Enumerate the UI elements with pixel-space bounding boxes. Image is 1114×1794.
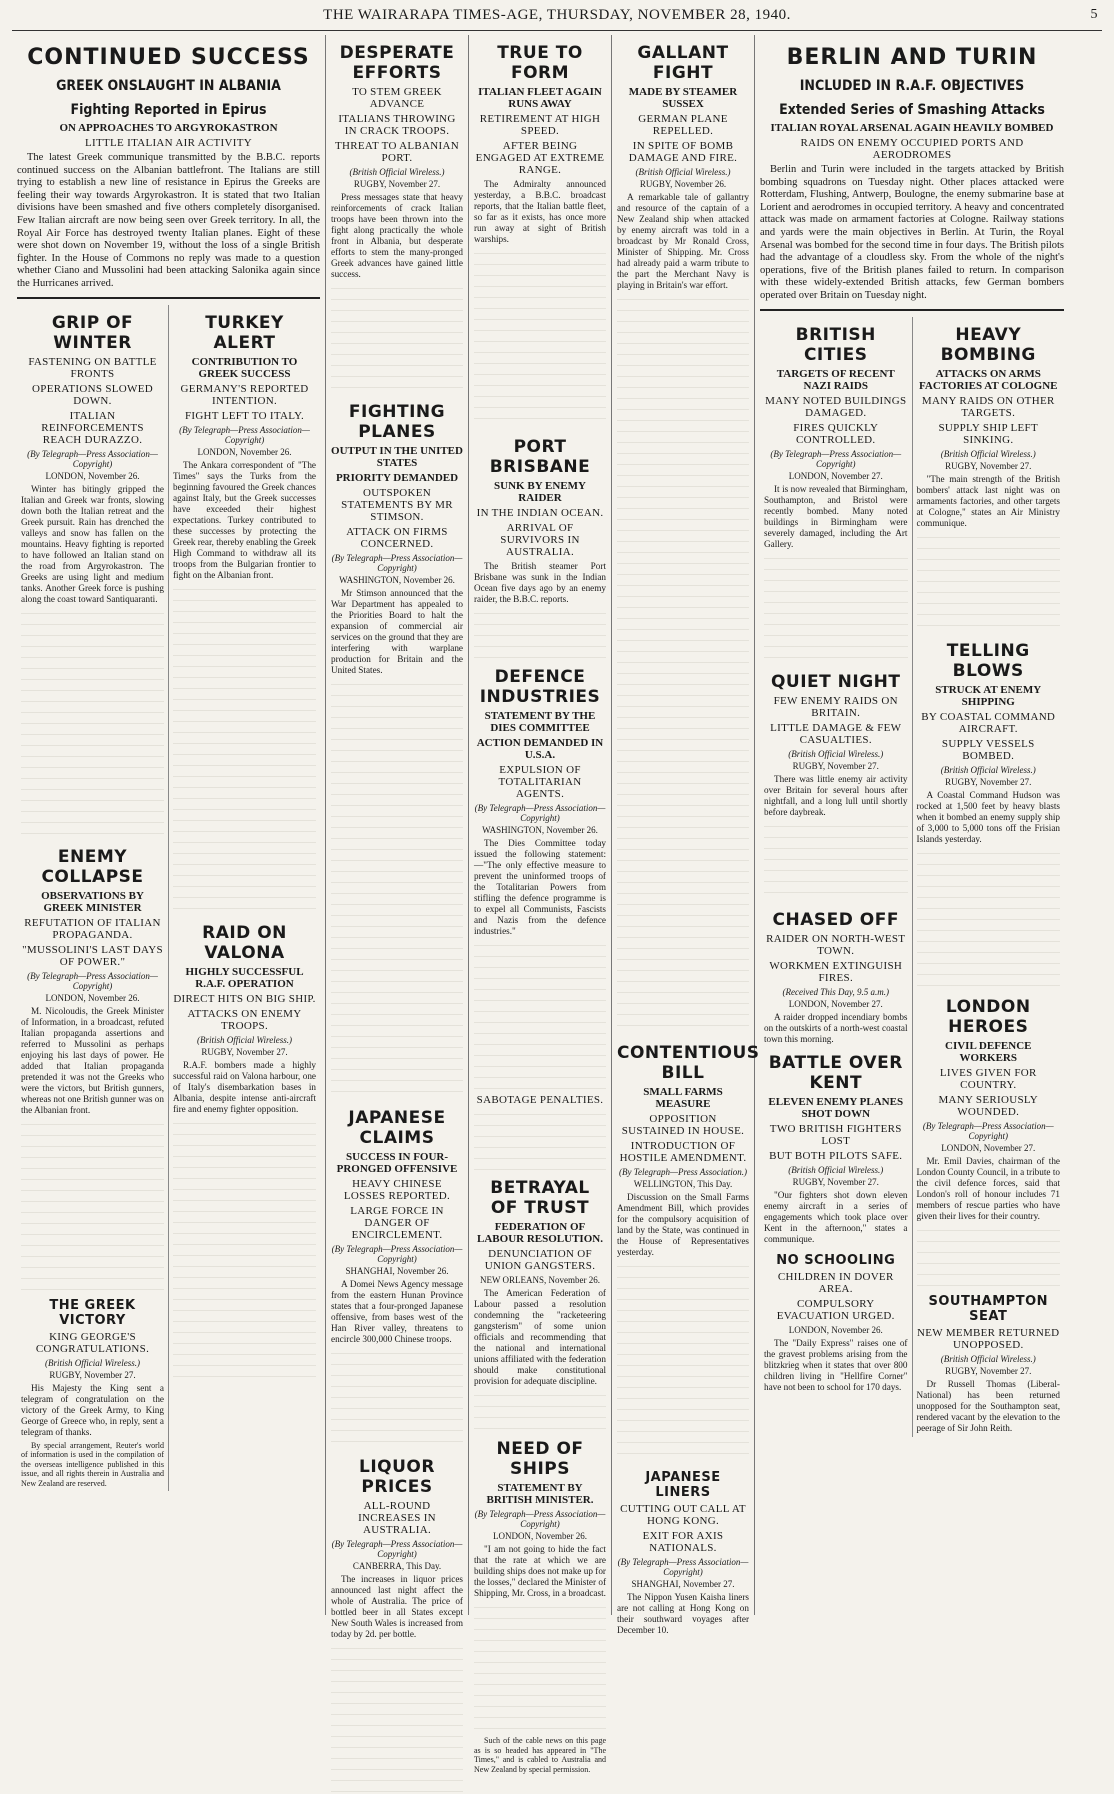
- text-column-fill: [21, 609, 164, 839]
- article-subhead: NEW MEMBER RETURNED UNOPPOSED.: [917, 1326, 1060, 1351]
- article-body: Press messages state that heavy reinforcements of crack Italian troops have been thrown into the fight along practically the whole front in Albania, but desperate efforts to stem the many-pronged Greek advances have gained little success.: [331, 192, 463, 279]
- subcolumn-right: [913, 317, 1065, 1437]
- headline-greek-onslaught: GREEK ONSLAUGHT IN ALBANIA: [56, 78, 281, 94]
- article-dateline: NEW ORLEANS, November 26.: [479, 1275, 601, 1285]
- article-dateline: WASHINGTON, November 26.: [339, 575, 455, 585]
- article-source: (Received This Day, 9.5 a.m.): [782, 986, 889, 997]
- article-body: The Admiralty announced yesterday, a B.B.C. broadcast reports, that the Italian battle fleet, so far as it exists, has once more run away at sight of British warships.: [474, 179, 606, 244]
- column-5: [755, 35, 1069, 1615]
- article-body: "The main strength of the British bombers' attack last night was on armaments factories, and other targets at Cologne," states an Air Ministry communique.: [916, 473, 1060, 528]
- article-subhead: TWO BRITISH FIGHTERS LOST: [769, 1122, 902, 1147]
- article-subhead: DIRECT HITS ON BIG SHIP.: [173, 992, 316, 1005]
- article-dateline: RUGBY, November 26.: [639, 179, 727, 189]
- article-subhead: GERMANY'S REPORTED INTENTION.: [180, 382, 309, 407]
- article-source: (By Telegraph—Press Association.): [619, 1167, 747, 1177]
- article-source: (By Telegraph—Press Association—Copyright): [331, 553, 463, 573]
- text-column-fill: [917, 1226, 1061, 1286]
- article-subhead: IN THE INDIAN OCEAN.: [476, 507, 604, 519]
- article-quiet-night-head: QUIET NIGHT: [770, 671, 901, 692]
- article-dateline: LONDON, November 26.: [197, 446, 292, 457]
- lead-paragraph: Berlin and Turin were included in the targets attacked by British bombing squadrons on Tuesday night. Other places attacked were Rotterdam, Flushing, Antwerp, Boulogne, the enemy submarine base at Lorient and aerodromes in occupied territory. A heavy and concentrated attack was made on armament factories at Cologne. Railway stations and yards were the main objectives in Berlin. At Turin, the Royal Arsenal was bombed for the second time in four days. The British pilots had the advantage of a cloudless sky. From the whole of the night's operations, five of the British planes failed to return. In comparison with these widely-extended British attacks, few German bombers operated over Britain on Tuesday night.: [760, 164, 1064, 301]
- article-subhead: OPPOSITION SUSTAINED IN HOUSE.: [621, 1113, 745, 1137]
- article-dateline: WASHINGTON, November 26.: [482, 825, 598, 835]
- article-subhead: RETIREMENT AT HIGH SPEED.: [479, 113, 601, 137]
- footnote: By special arrangement, Reuter's world of information is used in the compilation of the overseas intelligence published in this issue, and all rights therein in Australia and New Zealand are reserved.: [21, 1440, 164, 1488]
- article-subhead: ATTACKS ON ENEMY TROOPS.: [187, 1007, 302, 1032]
- article-subhead: RAIDER ON NORTH-WEST TOWN.: [766, 932, 906, 957]
- divider: [17, 297, 320, 299]
- article-body: The increases in liquor prices announced last night affect the whole of Australia. The price of bottled beer in all States except New South Wales is increased from today by 2d. per bottle.: [331, 1574, 463, 1639]
- article-subhead: CONTRIBUTION TO GREEK SUCCESS: [191, 355, 298, 380]
- article-dateline: LONDON, November 26.: [493, 1531, 587, 1541]
- article-subhead: ATTACK ON FIRMS CONCERNED.: [346, 526, 448, 550]
- article-source: (By Telegraph—Press Association—Copyright): [770, 448, 902, 469]
- divider: [760, 309, 1064, 311]
- article-source: (By Telegraph—Press Association—Copyright): [331, 1244, 463, 1264]
- article-subhead: EXPULSION OF TOTALITARIAN AGENTS.: [498, 764, 582, 800]
- article-subhead: ARRIVAL OF SURVIVORS IN AUSTRALIA.: [500, 522, 580, 558]
- article-subhead: FASTENING ON BATTLE FRONTS: [28, 355, 157, 380]
- article-telling-blows-head: TELLING BLOWS: [946, 640, 1030, 681]
- text-column-fill: [917, 849, 1061, 989]
- article-source: (By Telegraph—Press Association—Copyright): [922, 1120, 1054, 1141]
- article-source: (By Telegraph—Press Association—Copyright): [474, 1509, 606, 1529]
- text-column-fill: [331, 1644, 463, 1794]
- article-source: (British Official Wireless.): [197, 1034, 292, 1045]
- article-body: His Majesty the King sent a telegram of congratulation on the victory of the Greek Army, to King George of Greece who, in reply, sent a telegram of thanks.: [21, 1382, 164, 1437]
- article-dateline: RUGBY, November 27.: [945, 1365, 1032, 1376]
- article-subhead: OPERATIONS SLOWED DOWN.: [32, 382, 153, 407]
- banner-continued-success: CONTINUED SUCCESS: [27, 45, 310, 70]
- article-subhead: HEAVY CHINESE LOSSES REPORTED.: [343, 1178, 451, 1202]
- article-body: Mr. Emil Davies, chairman of the London County Council, in a tribute to the civil defence forces, said that London's roll of honour includes 71 members of rescue parties who have given their lives for their country.: [916, 1155, 1060, 1221]
- column-5-split: [760, 317, 1064, 1437]
- column-3: [469, 35, 612, 1774]
- article-no-schooling-head: NO SCHOOLING: [776, 1252, 896, 1268]
- article-betrayal-of-trust-head: BETRAYAL OF TRUST: [490, 1178, 590, 1218]
- article-raid-on-valona-head: RAID ON VALONA: [202, 922, 287, 963]
- article-source: (British Official Wireless.): [788, 1164, 884, 1175]
- article-turkey-alert-head: TURKEY ALERT: [205, 312, 284, 353]
- article-fighting-planes-head: FIGHTING PLANES: [348, 402, 446, 442]
- text-column-fill: [474, 1603, 606, 1733]
- article-japanese-claims-head: JAPANESE CLAIMS: [348, 1108, 446, 1148]
- article-subhead: CHILDREN IN DOVER AREA.: [777, 1270, 894, 1295]
- text-column-fill: [474, 1110, 606, 1170]
- text-column-fill: [331, 284, 463, 394]
- article-desperate-efforts-head: DESPERATE EFFORTS: [339, 43, 455, 83]
- column-2: [326, 35, 469, 1639]
- article-subhead: TO STEM GREEK ADVANCE: [352, 86, 442, 110]
- article-subhead: GERMAN PLANE REPELLED.: [638, 113, 728, 137]
- article-dateline: RUGBY, November 27.: [353, 179, 441, 189]
- article-subhead: LITTLE DAMAGE & FEW CASUALTIES.: [770, 721, 902, 746]
- column-4: [612, 35, 760, 1635]
- article-subhead: MANY RAIDS ON OTHER TARGETS.: [921, 394, 1055, 419]
- article-subhead: KING GEORGE'S CONGRATULATIONS.: [35, 1330, 150, 1355]
- article-subhead: OBSERVATIONS BY GREEK MINISTER: [41, 889, 144, 914]
- footnote: Such of the cable news on this page as is so headed has appeared in "The Times," and is cabled to Australia and New Zealand by special permission.: [474, 1736, 606, 1774]
- article-dateline: SHANGHAI, November 27.: [631, 1579, 735, 1589]
- column-1-split: [17, 305, 320, 1492]
- article-body: Dr Russell Thomas (Liberal-National) has been returned unopposed for the Southampton seat, rendered vacant by the elevation to the peerage of Sir John Reith.: [916, 1378, 1060, 1433]
- article-source: (By Telegraph—Press Association—Copyright): [179, 424, 310, 445]
- article-body: The Ankara correspondent of "The Times" says the Turks from the beginning favoured the Greek chances against Italy, but the Greek successes have exceeded their highest expectations. Turkey contributed to these successes by protecting the Greek rear, thereby enabling the Greek High Command to withdraw all its troops from the Bulgarian frontier to fight on the Albanian front.: [173, 459, 316, 580]
- subhead-air-activity: LITTLE ITALIAN AIR ACTIVITY: [85, 137, 252, 149]
- article-subhead: COMPULSORY EVACUATION URGED.: [776, 1297, 895, 1322]
- article-source: (By Telegraph—Press Association—Copyright): [331, 1539, 463, 1559]
- article-body: There was little enemy air activity over Britain for several hours after nightfall, and a long lull until shortly before daybreak.: [764, 773, 908, 817]
- article-dateline: LONDON, November 26.: [45, 470, 140, 481]
- article-subhead: SUNK BY ENEMY RAIDER: [494, 480, 586, 504]
- banner-berlin-and-turin: BERLIN AND TURIN: [786, 45, 1038, 70]
- article-dateline: LONDON, November 27.: [941, 1142, 1036, 1153]
- article-body: The Dies Committee today issued the following statement:—"The only effective measure to prevent the uninformed troops of the Totalitarian Powers from stifling the defence programme is to expel all Communists, Fascists and Nazis from the defence industries.": [474, 838, 606, 936]
- text-column-fill: [617, 295, 749, 1035]
- article-dateline: WELLINGTON, This Day.: [633, 1179, 733, 1189]
- text-column-fill: [764, 554, 908, 664]
- article-need-of-ships-head: NEED OF SHIPS: [496, 1439, 584, 1479]
- article-chased-off-head: CHASED OFF: [772, 909, 899, 930]
- article-source: (British Official Wireless.): [349, 167, 445, 177]
- article-body: The American Federation of Labour passed a resolution condemning the "racketeering gangsterism" of some union officials and recommending that the national and international unions affiliated with the federation should make constitutional provision for adequate discipline.: [474, 1288, 606, 1386]
- subhead-royal-arsenal: ITALIAN ROYAL ARSENAL AGAIN HEAVILY BOMBED: [770, 122, 1054, 134]
- article-subhead: REFUTATION OF ITALIAN PROPAGANDA.: [24, 916, 161, 941]
- article-body: A raider dropped incendiary bombs on the outskirts of a north-west coastal town this morning.: [764, 1011, 908, 1044]
- article-subhead: SUCCESS IN FOUR-PRONGED OFFENSIVE: [336, 1151, 458, 1175]
- article-dateline: RUGBY, November 27.: [792, 760, 879, 771]
- article-subhead: BY COASTAL COMMAND AIRCRAFT.: [921, 710, 1056, 735]
- article-subhead: HIGHLY SUCCESSFUL R.A.F. OPERATION: [185, 965, 304, 990]
- article-subhead: PRIORITY DEMANDED: [335, 472, 459, 484]
- article-liquor-prices-head: LIQUOR PRICES: [359, 1457, 435, 1497]
- text-column-fill: [173, 1119, 316, 1379]
- article-subhead: MANY NOTED BUILDINGS DAMAGED.: [765, 394, 907, 419]
- article-subhead: STATEMENT BY THE DIES COMMITTEE: [484, 710, 596, 734]
- text-column-fill: [331, 680, 463, 1100]
- article-body: A Domei News Agency message from the eastern Hunan Province states that a four-pronged Japanese offensive, from bases west of the Han River valley, threatens to encircle 300,000 Chinese troops.: [331, 1279, 463, 1344]
- article-dateline: RUGBY, November 27.: [945, 460, 1032, 471]
- article-dateline: LONDON, November 26.: [788, 1324, 883, 1335]
- article-source: (British Official Wireless.): [940, 764, 1036, 775]
- article-source: (By Telegraph—Press Association—Copyright): [474, 803, 606, 823]
- article-body: Mr Stimson announced that the War Department has appealed to the Priorities Board to halt the expansion of commercial air services on the ground that they are interfering with warplane production for Britain and the United States.: [331, 588, 463, 675]
- article-contentious-bill-head: CONTENTIOUS BILL: [617, 1043, 760, 1083]
- article-grip-of-winter-head: GRIP OF WINTER: [51, 312, 134, 353]
- article-subhead: FIRES QUICKLY CONTROLLED.: [793, 421, 879, 446]
- article-subhead: FEW ENEMY RAIDS ON BRITAIN.: [773, 694, 898, 719]
- article-subhead: ITALIAN FLEET AGAIN RUNS AWAY: [478, 86, 602, 110]
- article-source: (By Telegraph—Press Association—Copyright): [27, 970, 158, 991]
- subhead-argyrokastron: ON APPROACHES TO ARGYROKASTRON: [59, 122, 278, 134]
- article-port-brisbane-head: PORT BRISBANE: [489, 437, 591, 477]
- article-battle-over-kent-head: BATTLE OVER KENT: [768, 1052, 903, 1093]
- article-london-heroes-head: LONDON HEROES: [945, 996, 1031, 1037]
- subcolumn-left: [17, 305, 169, 1492]
- article-body: "Our fighters shot down eleven enemy aircraft in a series of engagements which took place over Kent in the afternoon," states a communique.: [764, 1189, 908, 1244]
- article-subhead: FIGHT LEFT TO ITALY.: [184, 409, 305, 422]
- text-column-fill: [474, 609, 606, 659]
- article-body: Winter has bitingly gripped the Italian and Greek war fronts, slowing down both the Italian retreat and the Greek pursuit. Rain has drenched the valleys and snow has fallen on the mountains. Heavy fighting is reported to have followed an Italian stand on the road from Argyrokastron. The Greeks are using light and medium tanks. Another Greek force is pushing along the coast toward Santiquaranti.: [21, 483, 164, 604]
- article-dateline: LONDON, November 26.: [45, 992, 140, 1003]
- text-column-fill: [474, 249, 606, 429]
- article-subhead: MANY SERIOUSLY WOUNDED.: [938, 1093, 1039, 1118]
- article-dateline: RUGBY, November 27.: [201, 1046, 288, 1057]
- article-subhead: "MUSSOLINI'S LAST DAYS OF POWER.": [22, 943, 163, 968]
- text-column-fill: [917, 533, 1061, 633]
- article-subhead: ATTACKS ON ARMS FACTORIES AT COLOGNE: [918, 367, 1058, 392]
- text-column-fill: [474, 1391, 606, 1431]
- article-dateline: RUGBY, November 27.: [49, 1369, 136, 1380]
- article-subhead: TARGETS OF RECENT NAZI RAIDS: [776, 367, 895, 392]
- article-true-to-form-head: TRUE TO FORM: [497, 43, 583, 83]
- article-body: It is now revealed that Birmingham, Southampton, and Bristol were recently bombed. Many noted buildings in Birmingham were severely damaged, including the Art Gallery.: [764, 483, 908, 549]
- article-source: (By Telegraph—Press Association—Copyright): [617, 1557, 749, 1577]
- article-body: A Coastal Command Hudson was rocked at 1,500 feet by heavy blasts when it bombed an enemy supply ship of 3,000 to 5,000 tons off the Frisian Islands yesterday.: [916, 789, 1060, 844]
- article-greek-victory-head: THE GREEK VICTORY: [49, 1297, 136, 1328]
- lead-paragraph: The latest Greek communique transmitted by the B.B.C. reports continued success on the Albanian battlefront. The Italians are still trying to establish a new line of resistance in Epirus the Greeks are feeling their way towards Argyrokastron. It is stated that two Italian divisions have been smashed and five others completely disorganised. Few Italian aircraft are now being seen over Greek territory. In all, the Royal Air Force has destroyed twenty Italian planes. Eight of these were shot down on November 19, without the loss of a single British fighter. In the House of Commons no reply was made to a question whether Ciano and Mussolini had been attacking Salonika again since the Hurricanes arrived.: [17, 152, 320, 289]
- article-gallant-fight-head: GALLANT FIGHT: [637, 43, 729, 83]
- text-column-fill: [331, 1349, 463, 1449]
- text-column-fill: [21, 1120, 164, 1290]
- article-dateline: LONDON, November 27.: [788, 470, 883, 481]
- subhead-raids-ports: RAIDS ON ENEMY OCCUPIED PORTS AND AERODROMES: [800, 137, 1024, 161]
- article-subhead: INTRODUCTION OF HOSTILE AMENDMENT.: [619, 1140, 747, 1164]
- article-subhead: SUPPLY VESSELS BOMBED.: [941, 737, 1035, 762]
- article-dateline: RUGBY, November 27.: [792, 1176, 879, 1187]
- article-japanese-liners-head: JAPANESE LINERS: [645, 1470, 721, 1500]
- article-body: The British steamer Port Brisbane was sunk in the Indian Ocean five days ago by an enemy raider, the B.B.C. reports.: [474, 561, 606, 604]
- article-body: The "Daily Express" raises one of the gravest problems arising from the blitzkrieg when it states that over 800 children living in "Hellfire Corner" have not been to school for 170 days.: [764, 1337, 908, 1392]
- subcolumn-right: [169, 305, 320, 1492]
- article-dateline: CANBERRA, This Day.: [352, 1561, 442, 1571]
- article-source: (British Official Wireless.): [940, 1353, 1036, 1364]
- article-subhead: LIVES GIVEN FOR COUNTRY.: [939, 1066, 1037, 1091]
- article-subhead: ALL-ROUND INCREASES IN AUSTRALIA.: [358, 1500, 436, 1536]
- article-subhead: ITALIANS THROWING IN CRACK TROOPS.: [338, 113, 456, 137]
- article-body: A remarkable tale of gallantry and resource of the captain of a New Zealand ship when attacked by enemy aircraft was told in a broadcast by Mr Ronald Cross, Minister of Shipping. Mr. Cross had already paid a warm tribute to the part the Merchant Navy is playing in Britain's war effort.: [617, 192, 749, 290]
- article-subhead: LARGE FORCE IN DANGER OF ENCIRCLEMENT.: [350, 1205, 444, 1241]
- article-defence-industries-head: DEFENCE INDUSTRIES: [479, 667, 601, 707]
- article-subhead: BUT BOTH PILOTS SAFE.: [769, 1149, 903, 1162]
- article-source: (British Official Wireless.): [45, 1357, 140, 1368]
- article-enemy-collapse-head: ENEMY COLLAPSE: [41, 846, 144, 887]
- text-column-fill: [617, 1262, 749, 1462]
- text-column-fill: [173, 585, 316, 915]
- article-british-cities-head: BRITISH CITIES: [795, 324, 876, 365]
- article-subhead: MADE BY STEAMER SUSSEX: [628, 86, 738, 110]
- article-subhead: OUTPUT IN THE UNITED STATES: [331, 445, 463, 469]
- column-1: [12, 35, 326, 1615]
- article-subhead: OUTSPOKEN STATEMENTS BY MR STIMSON.: [341, 487, 453, 523]
- article-subhead: WORKMEN EXTINGUISH FIRES.: [769, 959, 903, 984]
- article-heavy-bombing-head: HEAVY BOMBING: [940, 324, 1036, 365]
- article-subhead: FEDERATION OF LABOUR RESOLUTION.: [477, 1221, 603, 1245]
- text-column-fill: [474, 941, 606, 1091]
- article-subhead: CIVIL DEFENCE WORKERS: [945, 1039, 1032, 1064]
- article-subhead: ACTION DEMANDED IN U.S.A.: [476, 737, 604, 761]
- page-number: 5: [1090, 7, 1098, 22]
- article-subhead: IN SPITE OF BOMB DAMAGE AND FIRE.: [628, 140, 738, 164]
- article-subhead: ITALIAN REINFORCEMENTS REACH DURAZZO.: [41, 409, 144, 446]
- article-subhead: THREAT TO ALBANIAN PORT.: [335, 140, 459, 164]
- article-southampton-seat-head: SOUTHAMPTON SEAT: [928, 1293, 1049, 1324]
- article-source: (British Official Wireless.): [940, 448, 1036, 459]
- article-source: (British Official Wireless.): [788, 748, 884, 759]
- headline-raf-objectives: INCLUDED IN R.A.F. OBJECTIVES: [799, 78, 1025, 94]
- article-subhead: SMALL FARMS MEASURE: [643, 1086, 723, 1110]
- article-source: (By Telegraph—Press Association—Copyright): [27, 448, 158, 469]
- masthead: [12, 0, 1102, 31]
- article-subhead: AFTER BEING ENGAGED AT EXTREME RANGE.: [475, 140, 605, 176]
- subhead-smashing-attacks: Extended Series of Smashing Attacks: [779, 102, 1045, 118]
- article-subhead: DENUNCIATION OF UNION GANGSTERS.: [484, 1248, 596, 1272]
- text-column-fill: [764, 822, 908, 902]
- article-body: M. Nicoloudis, the Greek Minister of Information, in a broadcast, refuted Italian propaganda assertions and referred to Mussolini as perhaps enjoying his last days of power. He added that Italian propaganda pretended it was not the Greeks who were the victors, but British gunners, whereas not one British gunner was on the Albanian front.: [21, 1005, 164, 1115]
- article-body: The Nippon Yusen Kaisha liners are not calling at Hong Kong on their southward voyages after December 10.: [617, 1592, 749, 1635]
- article-subhead: STATEMENT BY BRITISH MINISTER.: [486, 1482, 594, 1506]
- article-dateline: SHANGHAI, November 26.: [345, 1266, 449, 1276]
- subhead-epirus: Fighting Reported in Epirus: [70, 102, 267, 118]
- article-subhead: EXIT FOR AXIS NATIONALS.: [642, 1530, 724, 1554]
- article-body: "I am not going to hide the fact that the rate at which we are building ships does not make up for the losses," declared the Minister of Shipping, Mr. Cross, in a broadcast.: [474, 1544, 606, 1598]
- article-dateline: RUGBY, November 27.: [945, 776, 1032, 787]
- article-dateline: LONDON, November 27.: [788, 998, 883, 1009]
- article-subhead: CUTTING OUT CALL AT HONG KONG.: [620, 1503, 746, 1527]
- article-source: (British Official Wireless.): [635, 167, 731, 177]
- article-subhead: ELEVEN ENEMY PLANES SHOT DOWN: [768, 1095, 904, 1120]
- article-subhead: SABOTAGE PENALTIES.: [476, 1094, 604, 1106]
- columns: [12, 35, 1102, 1774]
- article-body: R.A.F. bombers made a highly successful raid on Valona harbour, one of Italy's disembarkation bases in Albania, despite intense anti-aircraft fire and enemy fighter opposition.: [173, 1059, 316, 1114]
- article-subhead: STRUCK AT ENEMY SHIPPING: [935, 683, 1042, 708]
- article-body: Discussion on the Small Farms Amendment Bill, which provides for the compulsory acquisition of land by the State, was continued in the House of Representatives yesterday.: [617, 1192, 749, 1257]
- article-subhead: SUPPLY SHIP LEFT SINKING.: [938, 421, 1038, 446]
- masthead-title: THE WAIRARAPA TIMES-AGE, THURSDAY, NOVEMBER 28, 1940.: [323, 6, 791, 23]
- subcolumn-left: [760, 317, 913, 1437]
